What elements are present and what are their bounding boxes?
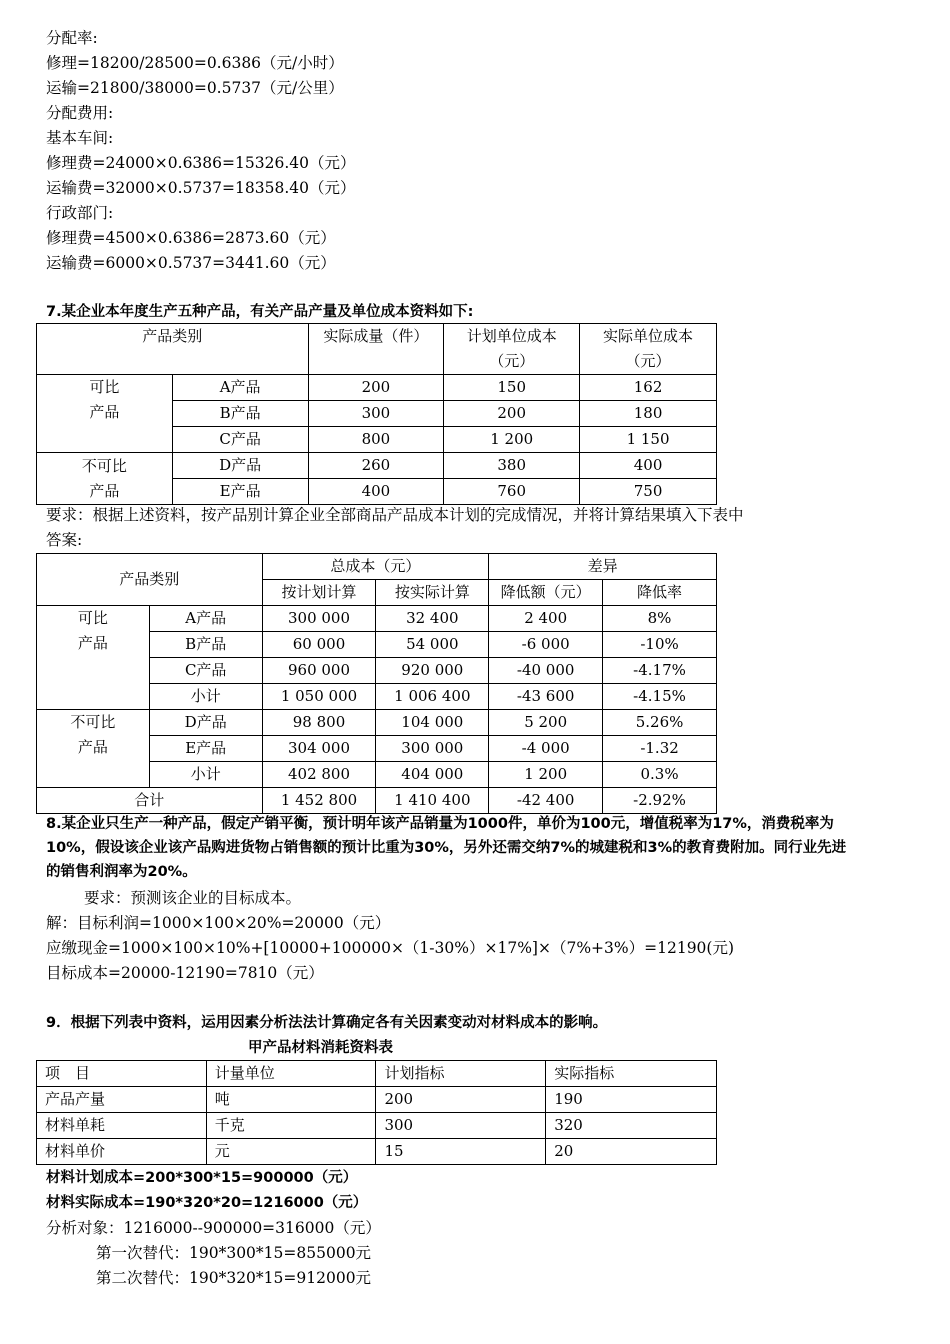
answer-header-category: 产品类别 — [37, 554, 263, 606]
answer-group-comparable: 可比 产品 — [37, 606, 150, 710]
table-cell: 60 000 — [262, 632, 376, 658]
answer-header-reduce-rate: 降低率 — [603, 580, 717, 606]
table-cell: 300 — [376, 1113, 546, 1139]
table-cell: 300 — [308, 401, 444, 427]
table-cell: 小计 — [149, 684, 262, 710]
table-cell: 98 800 — [262, 710, 376, 736]
table-cell: 8% — [603, 606, 717, 632]
table-cell: D产品 — [149, 710, 262, 736]
q7-requirement: 要求：根据上述资料，按产品别计算企业全部商品产品成本计划的完成情况，并将计算结果填入下表中 — [46, 506, 744, 524]
table-cell: 200 — [376, 1087, 546, 1113]
table-cell: 300 000 — [262, 606, 376, 632]
answer-group-noncomparable: 不可比 产品 — [37, 710, 150, 788]
group-comparable: 可比 产品 — [37, 375, 173, 453]
table-cell: 150 — [444, 375, 580, 401]
table-cell: 1 200 — [489, 762, 603, 788]
table-cell: 32 400 — [376, 606, 489, 632]
header-actual-qty: 实际成量（件） — [308, 324, 444, 375]
table-cell: -40 000 — [489, 658, 603, 684]
text-line: 运输=21800/38000=0.5737（元/公里） — [46, 79, 344, 97]
table-cell: 5 200 — [489, 710, 603, 736]
table-cell: 180 — [580, 401, 717, 427]
q9-substitution: 第二次替代：190*320*15=912000元 — [96, 1269, 372, 1287]
table-cell: 5.26% — [603, 710, 717, 736]
table-cell: B产品 — [149, 632, 262, 658]
q7-title: 7.某企业本年度生产五种产品，有关产品产量及单位成本资料如下: — [46, 304, 474, 320]
table-cell: 1 410 400 — [376, 788, 489, 814]
answer-header-diff: 差异 — [489, 554, 717, 580]
table-cell: C产品 — [172, 427, 308, 453]
q7-answer-label: 答案: — [46, 531, 83, 549]
table-cell: 材料单耗 — [37, 1113, 207, 1139]
table-cell: 300 000 — [376, 736, 489, 762]
table-cell: E产品 — [149, 736, 262, 762]
total-row-label: 合计 — [37, 788, 263, 814]
q9-material-table — [36, 1060, 717, 1165]
header-category: 产品类别 — [37, 324, 309, 375]
q8-solution-line: 解：目标利润=1000×100×20%=20000（元） — [46, 914, 391, 932]
text-line: 分配率: — [46, 29, 98, 47]
text-line: 基本车间: — [46, 129, 114, 147]
table-cell: 750 — [580, 479, 717, 505]
text-line: 行政部门: — [46, 204, 114, 222]
table-cell: -6 000 — [489, 632, 603, 658]
q9-analysis: 分析对象：1216000--900000=316000（元） — [46, 1219, 381, 1237]
header-plan: 计划指标 — [376, 1061, 546, 1087]
table-cell: 404 000 — [376, 762, 489, 788]
table-cell: -4.15% — [603, 684, 717, 710]
table-cell: 材料单价 — [37, 1139, 207, 1165]
table-cell: 260 — [308, 453, 444, 479]
table-cell: A产品 — [149, 606, 262, 632]
header-actual: 实际指标 — [546, 1061, 717, 1087]
table-cell: 304 000 — [262, 736, 376, 762]
q9-plan-cost: 材料计划成本=200*300*15=900000（元） — [46, 1170, 358, 1186]
header-plan-unit-cost: 计划单位成本 （元） — [444, 324, 580, 375]
text-line: 修理费=24000×0.6386=15326.40（元） — [46, 154, 356, 172]
header-item: 项 目 — [37, 1061, 207, 1087]
table-cell: 162 — [580, 375, 717, 401]
text-line: 修理费=4500×0.6386=2873.60（元） — [46, 229, 336, 247]
table-cell: C产品 — [149, 658, 262, 684]
table-cell: 960 000 — [262, 658, 376, 684]
text-line: 运输费=6000×0.5737=3441.60（元） — [46, 254, 336, 272]
table-cell: -4 000 — [489, 736, 603, 762]
table-cell: 760 — [444, 479, 580, 505]
table-cell: 54 000 — [376, 632, 489, 658]
table-cell: 320 — [546, 1113, 717, 1139]
q9-substitution: 第一次替代：190*300*15=855000元 — [96, 1244, 372, 1262]
table-cell: -42 400 — [489, 788, 603, 814]
q9-title: 9．根据下列表中资料，运用因素分析法法计算确定各有关因素变动对材料成本的影响。 — [46, 1015, 608, 1031]
q8-title-line: 10%，假设该企业该产品购进货物占销售额的预计比重为30%，另外还需交纳7%的城建税和3%的教育费附加。同行业先进 — [46, 840, 847, 856]
table-cell: 2 400 — [489, 606, 603, 632]
table-cell: 190 — [546, 1087, 717, 1113]
table-cell: -1.32 — [603, 736, 717, 762]
answer-header-reduce-amt: 降低额（元） — [489, 580, 603, 606]
header-actual-unit-cost: 实际单位成本 （元） — [580, 324, 717, 375]
q8-title-line: 的销售利润率为20%。 — [46, 864, 197, 880]
table-cell: -43 600 — [489, 684, 603, 710]
header-unit: 计量单位 — [206, 1061, 376, 1087]
table-cell: 1 452 800 — [262, 788, 376, 814]
table-cell: 产品产量 — [37, 1087, 207, 1113]
q7-answer-table — [36, 553, 717, 814]
table-cell: 104 000 — [376, 710, 489, 736]
table-cell: 1 200 — [444, 427, 580, 453]
q8-title-line: 8.某企业只生产一种产品，假定产销平衡，预计明年该产品销量为1000件，单价为100元，增值税率为17%，消费税率为 — [46, 816, 834, 832]
table-cell: 15 — [376, 1139, 546, 1165]
table-cell: D产品 — [172, 453, 308, 479]
answer-header-plan: 按计划计算 — [262, 580, 376, 606]
text-line: 运输费=32000×0.5737=18358.40（元） — [46, 179, 356, 197]
table-cell: 200 — [308, 375, 444, 401]
q9-actual-cost: 材料实际成本=190*320*20=1216000（元） — [46, 1195, 368, 1211]
table-cell: 1 006 400 — [376, 684, 489, 710]
q8-requirement: 要求：预测该企业的目标成本。 — [84, 889, 302, 907]
table-cell: 吨 — [206, 1087, 376, 1113]
table-cell: 元 — [206, 1139, 376, 1165]
table-cell: B产品 — [172, 401, 308, 427]
table-cell: 400 — [308, 479, 444, 505]
table-cell: 200 — [444, 401, 580, 427]
group-noncomparable: 不可比 产品 — [37, 453, 173, 505]
table-cell: 800 — [308, 427, 444, 453]
table-cell: 400 — [580, 453, 717, 479]
q9-table-title: 甲产品材料消耗资料表 — [248, 1040, 393, 1056]
table-cell: 1 150 — [580, 427, 717, 453]
table-cell: 380 — [444, 453, 580, 479]
table-cell: -4.17% — [603, 658, 717, 684]
table-cell: 402 800 — [262, 762, 376, 788]
text-line: 分配费用: — [46, 104, 114, 122]
answer-header-actual: 按实际计算 — [376, 580, 489, 606]
table-cell: 1 050 000 — [262, 684, 376, 710]
table-cell: 小计 — [149, 762, 262, 788]
table-cell: 920 000 — [376, 658, 489, 684]
table-cell: 20 — [546, 1139, 717, 1165]
table-cell: -10% — [603, 632, 717, 658]
text-line: 修理=18200/28500=0.6386（元/小时） — [46, 54, 344, 72]
q7-data-table — [36, 323, 717, 505]
answer-header-total-cost: 总成本（元） — [262, 554, 489, 580]
q8-solution-line: 应缴现金=1000×100×10%+[10000+100000×（1-30%）×17%]×（7%+3%）=12190(元) — [46, 939, 735, 957]
table-cell: -2.92% — [603, 788, 717, 814]
table-cell: A产品 — [172, 375, 308, 401]
q8-solution-line: 目标成本=20000-12190=7810（元） — [46, 964, 324, 982]
table-cell: E产品 — [172, 479, 308, 505]
table-cell: 千克 — [206, 1113, 376, 1139]
table-cell: 0.3% — [603, 762, 717, 788]
